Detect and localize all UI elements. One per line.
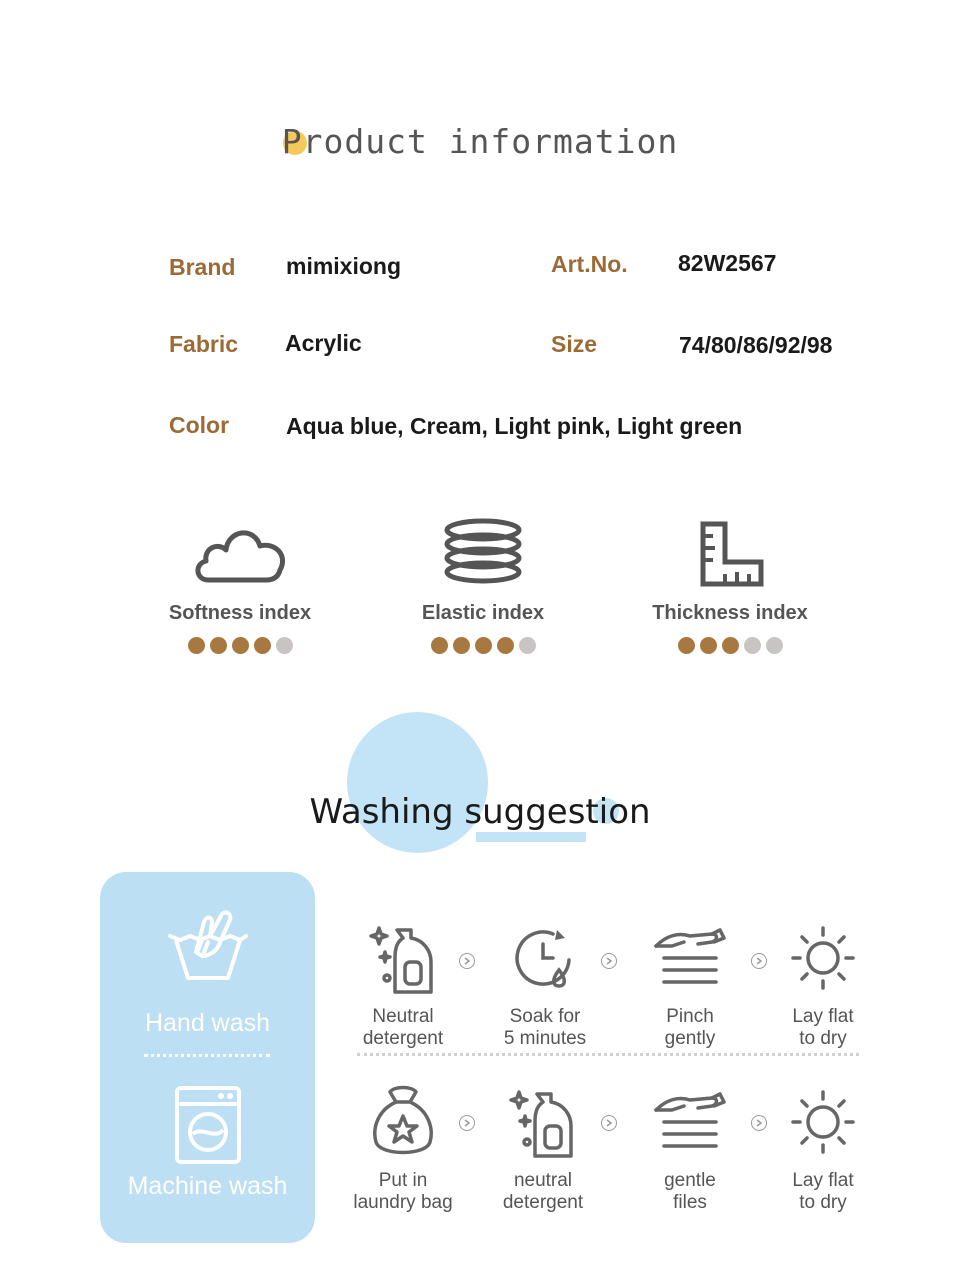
rating-dot-empty [519,637,536,654]
artno-value: 82W2567 [678,250,777,276]
machine-step-4-text [758,1170,888,1214]
machine-step-4 [758,1082,888,1214]
size-value-cell [679,332,832,359]
artno-value-cell [678,250,776,277]
product-info-header [0,122,960,161]
title-underline [476,832,586,842]
color-label: Color [169,412,230,438]
thickness-rating [615,637,845,654]
step-line: to dry [799,1192,847,1213]
machine-step-1 [338,1082,468,1214]
hand-step-2-text [480,1006,610,1050]
wash-type-panel [100,872,315,1243]
step-line: gentle [664,1170,716,1191]
elastic-label: Elastic index [421,602,545,624]
timer-icon [480,918,610,998]
color-value-cell [286,413,742,440]
step-line: detergent [362,1028,444,1049]
brand-value-cell [286,253,401,280]
artno-label: Art.No. [551,251,628,277]
hand-wash-label: Hand wash [144,1009,271,1037]
fabric-value-cell [285,330,362,357]
color-label-cell [169,412,229,439]
pinch-hand-icon [625,1082,755,1162]
step-line: gently [664,1028,716,1049]
detergent-icon [478,1082,608,1162]
step-line: to dry [799,1028,847,1049]
step-line: Neutral [372,1006,434,1027]
size-label: Size [551,331,598,357]
machine-step-1-text [338,1170,468,1214]
machine-step-2 [478,1082,608,1214]
machine-step-3 [625,1082,755,1214]
washing-machine-icon [100,1084,315,1166]
hand-step-3 [625,918,755,1050]
spring-icon [368,508,598,588]
thickness-label: Thickness index [652,602,808,624]
arrow-icon [459,953,475,969]
steps-divider [357,1053,859,1056]
rating-dot-filled [254,637,271,654]
fabric-label-cell [169,331,238,358]
sun-icon [758,918,888,998]
brand-value: mimixiong [286,253,402,279]
hand-step-1 [338,918,468,1050]
softness-label: Softness index [168,602,312,624]
detergent-icon [338,918,468,998]
page-title: Product information [281,122,679,161]
arrow-icon [601,953,617,969]
step-line: Lay flat [792,1006,854,1027]
machine-step-2-text [478,1170,608,1214]
size-label-cell [551,331,597,358]
rating-dot-filled [232,637,249,654]
step-line: neutral [513,1170,573,1191]
elastic-index [368,508,598,654]
artno-label-cell [551,251,628,278]
machine-wash-label: Machine wash [127,1172,288,1200]
hand-step-1-text [338,1006,468,1050]
softness-index [125,508,355,654]
brand-label-cell [169,254,235,281]
thickness-index [615,508,845,654]
washing-title: Washing suggestion [309,792,651,832]
hand-step-4 [758,918,888,1050]
step-line: Pinch [666,1006,714,1027]
rating-dot-filled [431,637,448,654]
laundry-bag-icon [338,1082,468,1162]
panel-divider [144,1054,270,1057]
step-line: files [673,1192,707,1213]
softness-rating [125,637,355,654]
arrow-icon [459,1115,475,1131]
rating-dot-filled [700,637,717,654]
hand-wash-icon [100,906,315,982]
fabric-label: Fabric [169,331,239,357]
cloud-icon [125,508,355,588]
step-line: detergent [502,1192,584,1213]
rating-dot-filled [722,637,739,654]
hand-step-4-text [758,1006,888,1050]
step-line: Put in [378,1170,428,1191]
step-line: Soak for [509,1006,581,1027]
pinch-hand-icon [625,918,755,998]
hand-step-3-text [625,1006,755,1050]
fabric-value: Acrylic [285,330,362,356]
rating-dot-empty [766,637,783,654]
step-line: 5 minutes [503,1028,587,1049]
step-line: Lay flat [792,1170,854,1191]
rating-dot-filled [210,637,227,654]
rating-dot-filled [497,637,514,654]
ruler-icon [615,508,845,588]
rating-dot-filled [453,637,470,654]
rating-dot-empty [744,637,761,654]
size-value: 74/80/86/92/98 [679,332,833,358]
rating-dot-empty [276,637,293,654]
elastic-rating [368,637,598,654]
rating-dot-filled [188,637,205,654]
rating-dot-filled [475,637,492,654]
sun-icon [758,1082,888,1162]
machine-step-3-text [625,1170,755,1214]
rating-dot-filled [678,637,695,654]
hand-step-2 [480,918,610,1050]
brand-label: Brand [169,254,236,280]
arrow-icon [601,1115,617,1131]
color-value: Aqua blue, Cream, Light pink, Light green [286,413,743,439]
step-line: laundry bag [353,1192,453,1213]
